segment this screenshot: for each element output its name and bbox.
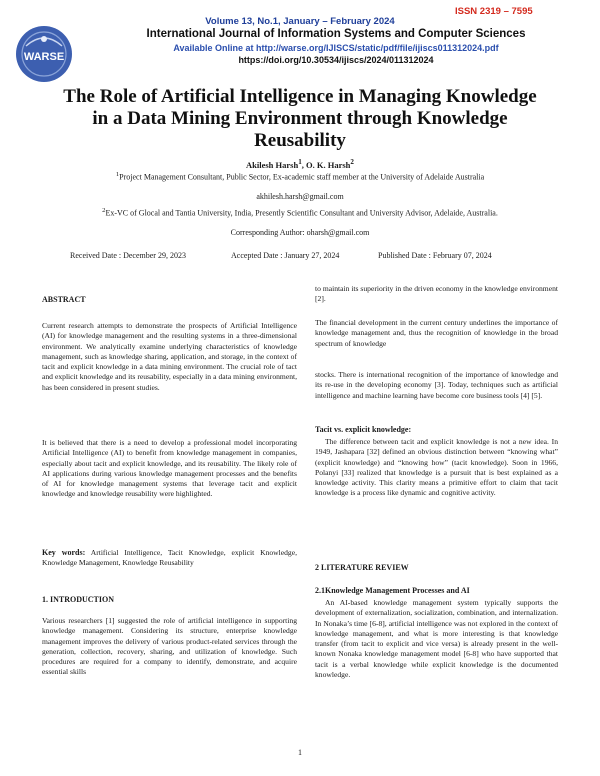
author-1-sup: 1: [298, 158, 302, 166]
received-date: Received Date : December 29, 2023: [70, 251, 186, 260]
author-list: [0, 158, 600, 170]
introduction-heading: 1. INTRODUCTION: [42, 595, 115, 604]
affiliation-2: $^2$Ex-VC of Glocal and Tantia University, India, Presently Scientific Consultant and University Advisor, Adelaide, Australia.: [102, 207, 498, 218]
journal-volume: Volume 13, No.1, January – February 2024: [205, 16, 395, 27]
right-paragraph-1: to maintain its superiority in the driven economy in the knowledge environment [2].: [315, 284, 558, 304]
tacit-paragraph: The difference between tacit and explicit knowledge is not a new idea. In 1949, Jashapara [32] defined an obvious distinction between “knowing what” (explicit knowledge) and “knowing how” (tacit knowledge). Soon in 1966, Polanyi [33] realized that knowledge is a pursuit that is best explained as a knowledge activity. This clarity means a primitive effort to claim that tacit knowledge is a process like dynamic and cognitive activity.: [315, 437, 558, 498]
doi-link[interactable]: https://doi.org/10.30534/ijiscs/2024/011312024: [238, 55, 434, 65]
accepted-date: Accepted Date : January 27, 2024: [231, 251, 340, 260]
logo-text: WARSE: [23, 51, 65, 63]
abstract-paragraph-2: It is believed that there is a need to develop a professional model incorporating Artificial Intelligence (AI) to benefit from knowledge management in companies, especially about tacit and explicit knowledge, and its reusability. The likely role of AI applications during various knowledge management processes and the benefits of AI for knowledge management systems that leverage tacit and explicit knowledge and knowledge reusability were highlighted.: [42, 438, 297, 499]
abstract-paragraph-1: Current research attempts to demonstrate the prospects of Artificial Intelligence (AI) for knowledge management and the resulting systems in a three-dimensional environment. We analytically examine underlying characteristics of knowledge management, such as knowledge sharing, application, and storage, in the context of tacit and explicit knowledge in a data mining environment. The crucial role of tact and explicit knowledge and its reusability, especially in a data mining environment, has been considered in present studies.: [42, 321, 297, 392]
corresponding-author: Corresponding Author: oharsh@gmail.com: [230, 228, 370, 237]
keywords: [42, 548, 297, 569]
kmp-paragraph: An AI-based knowledge management system typically supports the development of externalization, socialization, combination, and internalization. In Nonaka’s time [6-8], artificial intelligence was not explored in the context of knowledge management, and what is more interesting is that knowledge transfer (from tacit to explicit and vice versa) is already present in the well-known Nonaka knowledge management model [6-8] who have supported that tacit is a verbal knowledge while explicit knowledge is the documented knowledge.: [315, 598, 558, 680]
online-link[interactable]: Available Online at http://warse.org/IJISCS/static/pdf/file/ijiscs011312024.pdf: [173, 43, 499, 53]
tacit-heading: Tacit vs. explicit knowledge:: [315, 425, 412, 434]
journal-name: International Journal of Information Systems and Computer Sciences: [146, 28, 526, 40]
keywords-label: Key words:: [42, 548, 86, 557]
literature-heading: 2 LITERATURE REVIEW: [315, 563, 409, 572]
page-number: 1: [298, 748, 302, 757]
abstract-heading: ABSTRACT: [42, 295, 86, 304]
paper-title: The Role of Artificial Intelligence in Managing Knowledge in a Data Mining Environment through Knowledge Reusability: [63, 86, 537, 151]
right-paragraph-2: The financial development in the current century underlines the importance of knowledge management and, thus the recognition of knowledge in the broad spectrum of knowledge: [315, 318, 558, 348]
email-1: akhilesh.harsh@gmail.com: [256, 192, 344, 201]
author-sep: ,: [301, 159, 307, 170]
affiliation-1: $^1$Project Management Consultant, Public Sector, Ex-academic staff member at the University of Adelaide Australia: [115, 171, 485, 182]
author-2-sup: 2: [350, 158, 354, 166]
kmp-heading: 2.1Knowledge Management Processes and AI: [315, 586, 470, 595]
warse-logo: [14, 24, 74, 84]
author-2: O. K. Harsh: [306, 159, 351, 170]
published-date: Published Date : February 07, 2024: [378, 251, 492, 260]
introduction-paragraph-1: Various researchers [1] suggested the role of artificial intelligence in supporting knowledge management. Considering its structure, enterprise knowledge management improves the delivery of various product-related services through the generation, collection, recovery, sharing, and utilization of knowledge. Such procedures are required for a company to identify, demonstrate, and acquire essential skills: [42, 616, 297, 677]
keywords-text: Artificial Intelligence, Tacit Knowledge, explicit Knowledge, Knowledge Management, Knowledge Reusability: [42, 548, 298, 568]
issn: ISSN 2319 – 7595: [455, 6, 533, 17]
author-1: Akilesh Harsh: [246, 159, 299, 170]
right-paragraph-3: stocks. There is international recognition of the importance of knowledge and its re-use in the developing economy [3]. Today, techniques such as artificial intelligence and machine learning have become core business tools [4] [5].: [315, 370, 558, 400]
